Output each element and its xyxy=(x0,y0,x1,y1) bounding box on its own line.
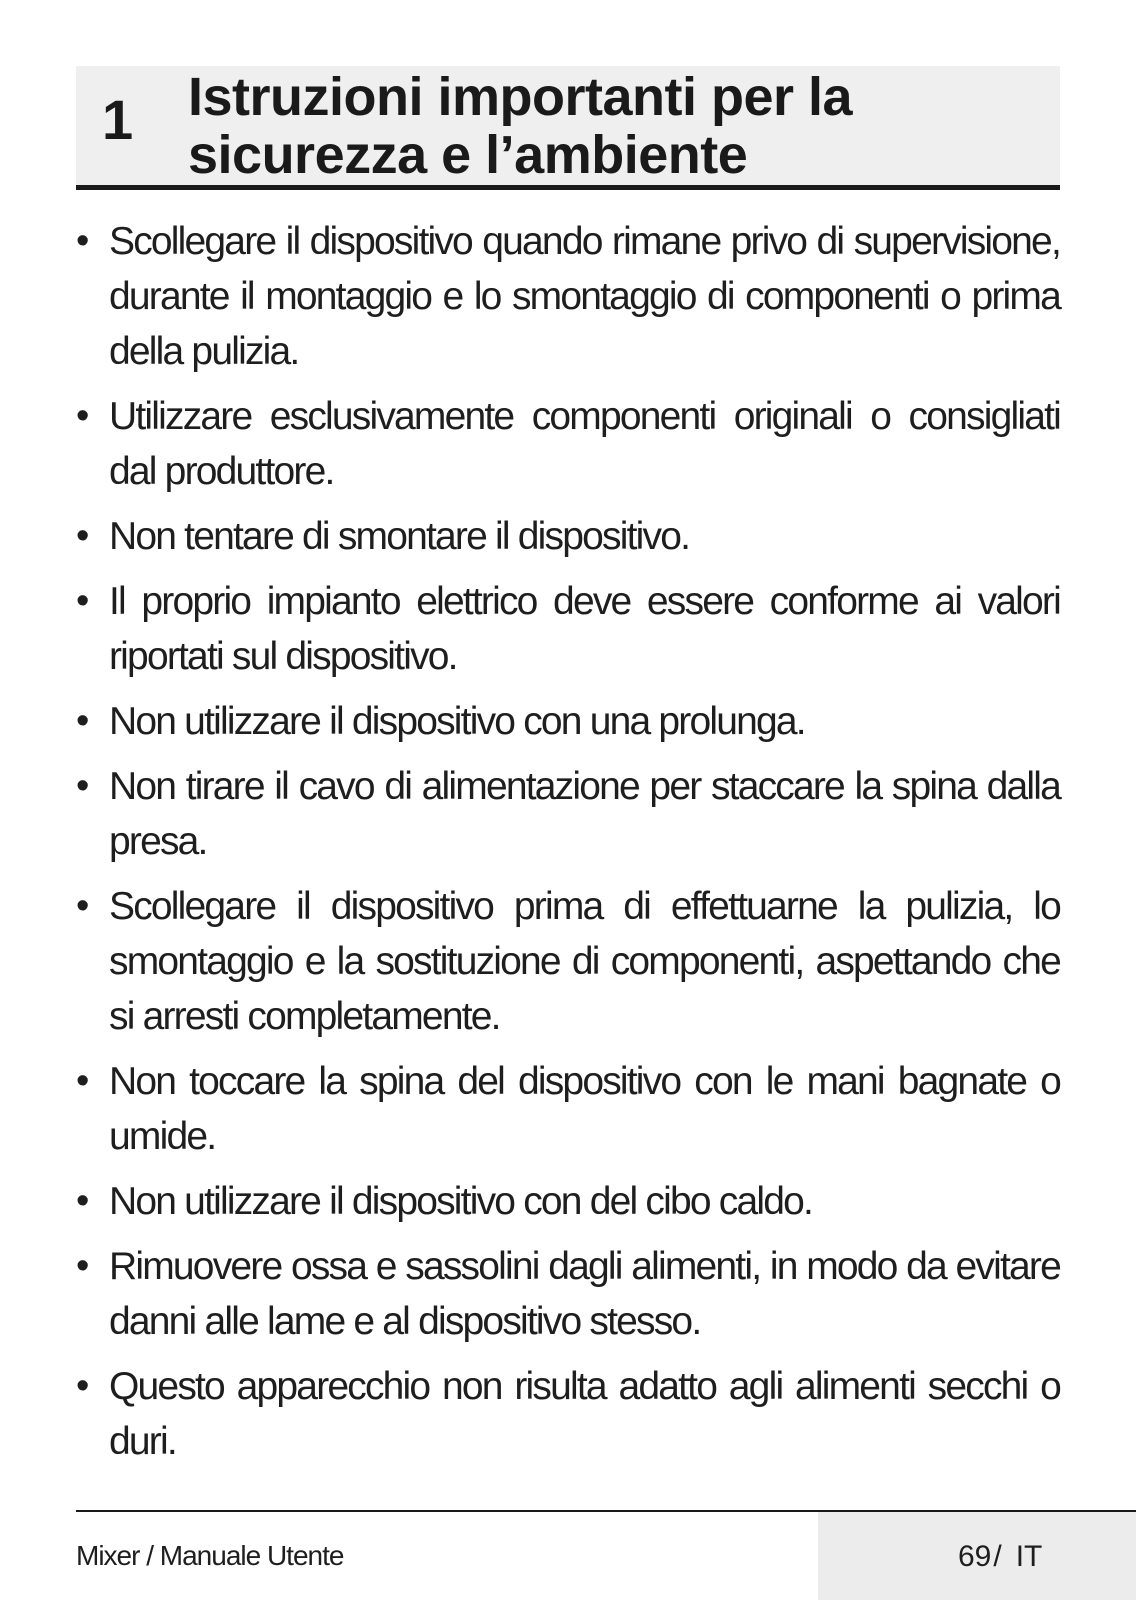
list-item xyxy=(76,509,1060,564)
list-item-text: Non tentare di smontare il dispositivo. xyxy=(109,515,690,558)
list-item xyxy=(76,1174,1060,1229)
list-item-text: Non tirare il cavo di alimentazione per staccare la spina dalla presa. xyxy=(109,765,1060,863)
list-item xyxy=(76,879,1060,1044)
list-item xyxy=(76,1359,1060,1469)
list-item-text: Scollegare il dispositivo quando rimane privo di supervisione, durante il montaggio e lo smontaggio di componenti o prima della pulizia. xyxy=(109,220,1060,373)
language-code: IT xyxy=(1015,1540,1043,1573)
bullet-icon: • xyxy=(76,395,88,437)
list-item xyxy=(76,1239,1060,1349)
list-item-text: Rimuovere ossa e sassolini dagli alimenti, in modo da evitare danni alle lame e al dispositivo stesso. xyxy=(109,1245,1060,1343)
list-item xyxy=(76,1054,1060,1164)
bullet-icon: • xyxy=(76,220,88,262)
list-item xyxy=(76,389,1060,499)
page-number: 69 xyxy=(958,1540,992,1573)
list-item-text: Il proprio impianto elettrico deve essere conforme ai valori riportati sul dispositivo. xyxy=(109,580,1060,678)
footer-document-title: Mixer / Manuale Utente xyxy=(76,1540,344,1571)
section-number: 1 xyxy=(102,88,134,151)
bullet-icon: • xyxy=(76,885,88,927)
section-header xyxy=(76,66,1060,190)
bullet-icon: • xyxy=(76,1060,88,1102)
list-item-text: Non utilizzare il dispositivo con del cibo caldo. xyxy=(109,1180,813,1223)
section-title: Istruzioni importanti per la sicurezza e l’ambiente xyxy=(188,67,853,185)
list-item xyxy=(76,694,1060,749)
bullet-icon: • xyxy=(76,1180,88,1222)
bullet-icon: • xyxy=(76,765,88,807)
bullet-icon: • xyxy=(76,1365,88,1407)
bullet-icon: • xyxy=(76,515,88,557)
bullet-icon: • xyxy=(76,700,88,742)
list-item-text: Scollegare il dispositivo prima di effettuarne la pulizia, lo smontaggio e la sostituzione di componenti, aspettando che si arresti completamente. xyxy=(109,885,1060,1038)
list-item xyxy=(76,214,1060,379)
bullet-icon: • xyxy=(76,1245,88,1287)
list-item xyxy=(76,574,1060,684)
safety-instructions-list xyxy=(76,214,1060,1479)
list-item-text: Questo apparecchio non risulta adatto agli alimenti secchi o duri. xyxy=(109,1365,1060,1463)
list-item-text: Non toccare la spina del dispositivo con le mani bagnate o umide. xyxy=(109,1060,1060,1158)
list-item-text: Utilizzare esclusivamente componenti originali o consigliati dal produttore. xyxy=(109,395,1060,493)
list-item xyxy=(76,759,1060,869)
page-separator: / xyxy=(993,1540,1002,1573)
list-item-text: Non utilizzare il dispositivo con una prolunga. xyxy=(109,700,805,743)
footer-page-indicator xyxy=(958,1540,1042,1574)
bullet-icon: • xyxy=(76,580,88,622)
